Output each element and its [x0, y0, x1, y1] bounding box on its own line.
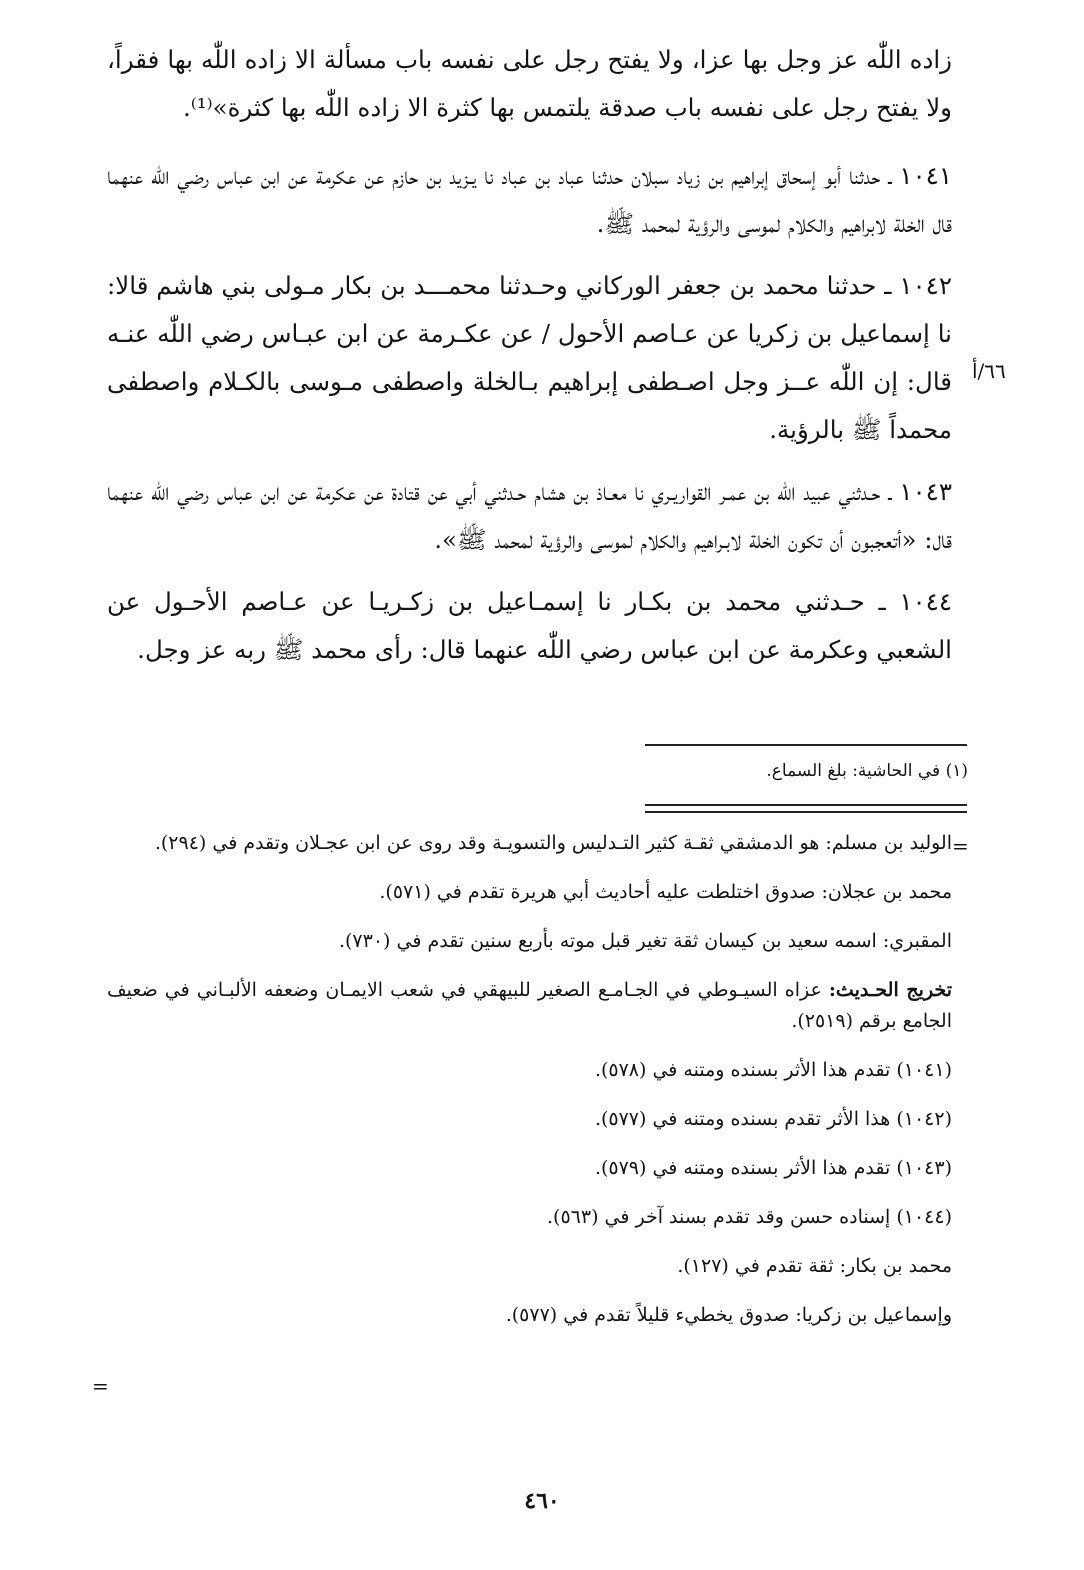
main-paragraph-1044: ١٠٤٤ ـ حـدثني محمد بن بكـار نا إسمـاعيل بن زكـريـا عن عـاصم الأحـول عن الشعبي وعكرمة عن ابن عباس رضي اللّٰه عنهما قال: رأى محمد ﷺ ربه عز وجل. — [107, 587, 952, 664]
manuscript-folio-ref: ٦٦/أ — [972, 359, 1006, 383]
main-paragraph-1041: ١٠٤١ ـ حدثنا أبو إسحاق إبراهيم بن زياد سبلان حدثنا عباد بن عباد نا يـزيد بن حازم عن عكرمة عن ابن عباس رضي اللّٰه عنهما قال الخلة لابراهيم والكلام لموسى والرؤية لمحمد ﷺ. — [107, 161, 952, 238]
commentary-separator-bottom — [645, 811, 967, 813]
commentary-item: محمد بن عجلان: صدوق اختلطت عليه أحاديث أبي هريرة تقدم في (٥٧١). — [379, 881, 952, 903]
footnote: (١) في الحاشية: بلغ السماع. — [766, 761, 968, 781]
main-paragraph-1043: ١٠٤٣ ـ حـدثني عبيد اللّٰه بن عمـر القواريـري نا معـاذ بن هشام حـدثني أبي عن قتادة عن عكرمة عن ابن عباس رضي اللّٰه عنهما قال: «أتعجبون أن تكون الخلة لابـراهيم والكلام لموسى والرؤية لمحمد ﷺ». — [107, 477, 952, 554]
commentary-item: المقبري: اسمه سعيد بن كيسان ثقة تغير قبل موته بأربع سنين تقدم في (٧٣٠). — [338, 930, 952, 952]
commentary-item: تخريج الحـديث: عزاه السيـوطي في الجـامـع الصغير للبيهقي في شعب الايمـان وضعفه الألبـاني في ضعيف الجامع برقم (٢٥١٩). — [107, 979, 952, 1032]
page-number: ٤٦٠ — [524, 1488, 560, 1514]
main-paragraph-1042: ١٠٤٢ ـ حدثنا محمد بن جعفر الوركاني وحـدثنا محمـــد بن بكار مـولى بني هاشم قالا: نا إسماعيل بن زكريا عن عـاصم الأحول / عن عكـرمة عن ابن عبـاس رضي اللّٰه عنـه قال: إن اللّٰه عــز وجل اصـطفى إبراهيم بـالخلة واصطفى مـوسى بالكـلام واصطفى محمداً ﷺ بالرؤية. — [107, 271, 952, 444]
commentary-separator-top — [645, 804, 967, 806]
commentary-item: محمد بن بكار: ثقة تقدم في (١٢٧). — [677, 1255, 952, 1277]
commentary-item: (١٠٤٤) إسناده حسن وقد تقدم بسند آخر في (٥٦٣). — [546, 1206, 952, 1228]
commentary-item: (١٠٤١) تقدم هذا الأثر بسنده ومتنه في (٥٧٨). — [594, 1059, 952, 1081]
commentary-block — [107, 828, 952, 1349]
continuation-mark-start: = — [952, 834, 969, 858]
commentary-item: وإسماعيل بن زكريا: صدوق يخطيء قليلاً تقدم في (٥٧٧). — [505, 1304, 952, 1326]
main-text-block — [107, 36, 952, 688]
commentary-item: (١٠٤٣) تقدم هذا الأثر بسنده ومتنه في (٥٧٩). — [594, 1157, 952, 1179]
main-paragraph-1: زاده اللّٰه عز وجل بها عزا، ولا يفتح رجل على نفسه باب مسألة الا زاده اللّٰه بها فقراً، ولا يفتح رجل على نفسه باب صدقة يلتمس بها كثرة الا زاده اللّٰه بها كثرة»⁽¹⁾. — [107, 45, 952, 122]
commentary-item: الوليد بن مسلم: هو الدمشقي ثقـة كثير التـدليس والتسويـة وقد روى عن ابن عجـلان وتقدم في (٢٩٤). — [154, 832, 952, 854]
footnote-separator — [645, 744, 967, 746]
continuation-mark-end: = — [92, 1374, 109, 1398]
commentary-item: (١٠٤٢) هذا الأثر تقدم بسنده ومتنه في (٥٧٧). — [594, 1108, 952, 1130]
